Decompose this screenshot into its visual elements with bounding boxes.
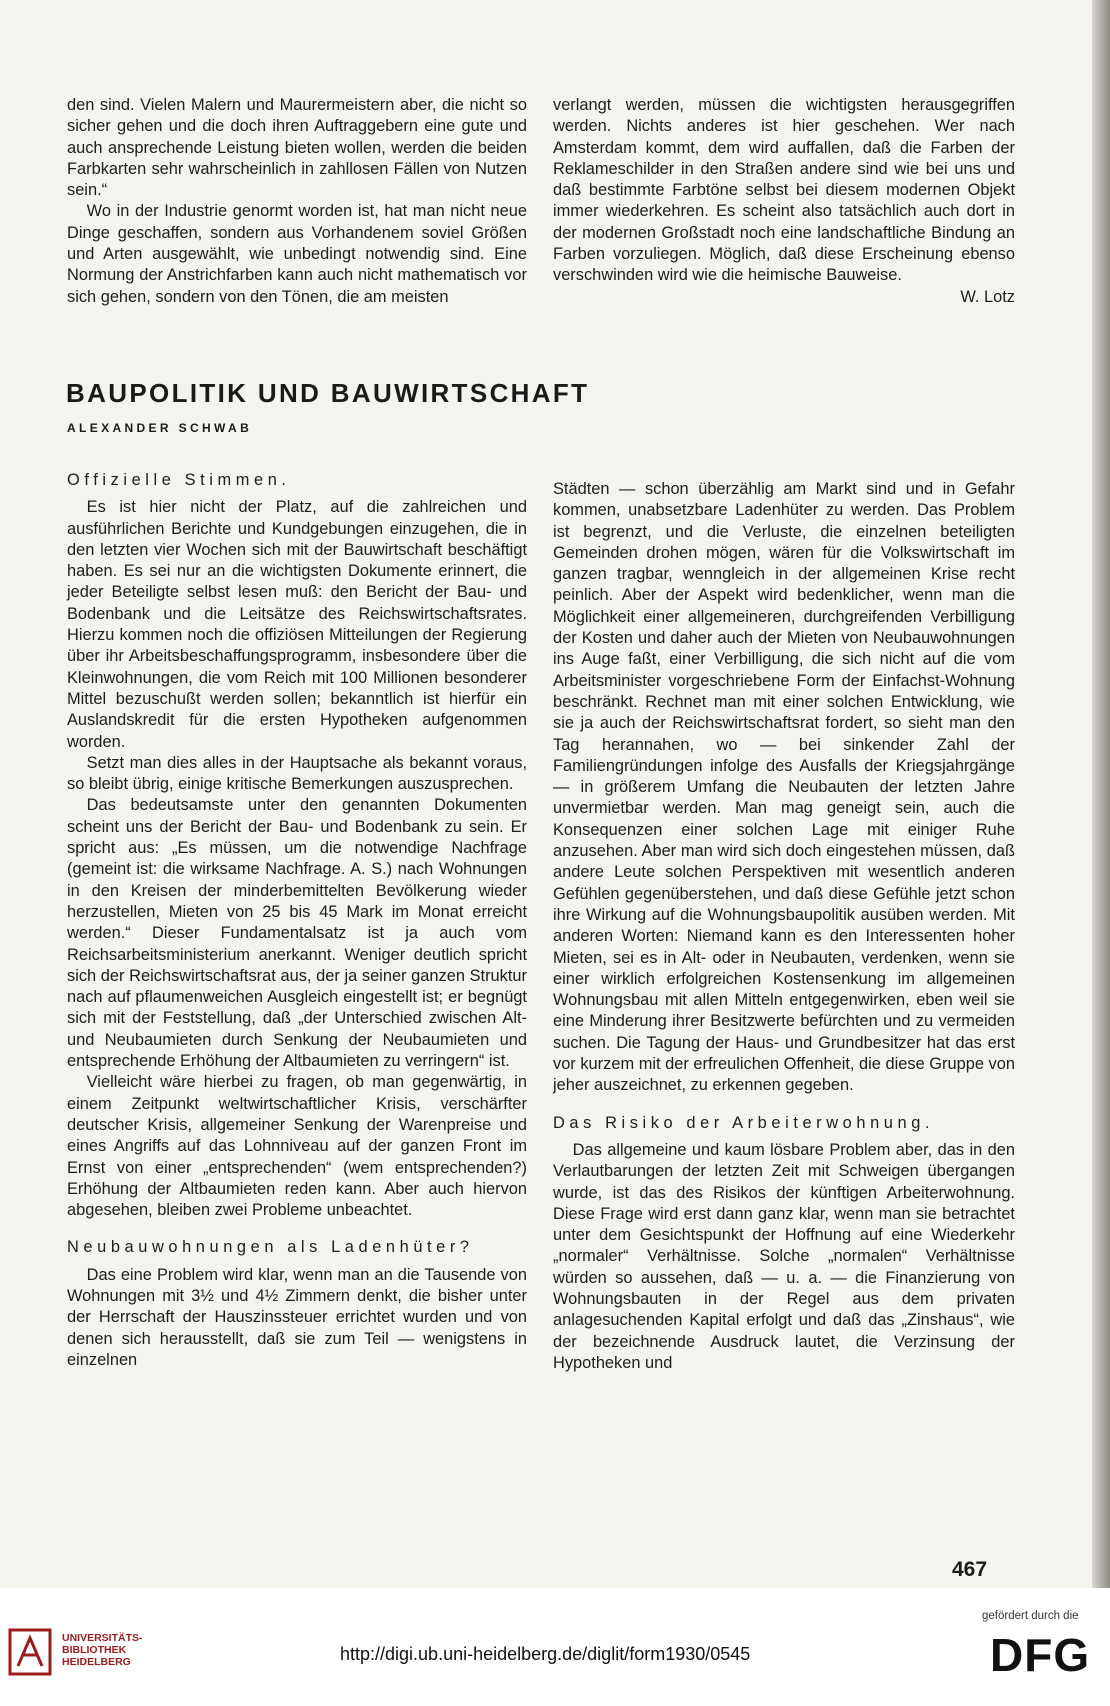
university-library-logo-icon [8,1628,52,1676]
paragraph: verlangt werden, müssen die wichtigsten herausgegriffen werden. Nichts anderes ist hier geschehen. Wer nach Amsterdam kommt, dem wird auffallen, daß die Farben der Reklameschilder in den Straßen andere sind wie bei uns und daß bestimmte Farbtöne selbst bei diesem modernen Objekt immer wiederkehren. Es scheint also tatsächlich auch dort in der modernen Großstadt noch eine landschaftliche Bindung an Farben vorzuliegen. Möglich, daß diese Erscheinung ebenso verschwinden wird wie die heimische Bauweise. [553,96,1015,285]
permalink-url[interactable]: http://digi.ub.uni-heidelberg.de/diglit/form1930/0545 [340,1644,751,1664]
paragraph: Es ist hier nicht der Platz, auf die zahlreichen und ausführlichen Berichte und Kundgebungen einzugehen, die in den letzten vier Wochen sich mit der Bauwirtschaft beschäftigt haben. Es sei nur an die wichtigsten Dokumente erinnert, die jeder Beteiligte selbst lesen muß: den Bericht der Bau- und Bodenbank und die Leitsätze des Reichswirtschaftsrates. Hierzu kommen noch die offiziösen Mitteilungen der Regierung über ihr Arbeitsbeschaffungsprogramm, insbesondere über die Kleinwohnungen, die vom Reich mit 100 Millionen besonderer Mittel bezuschußt werden sollen; bekanntlich ist hierfür ein Auslandskredit für die ersten Hypotheken aufgenommen worden. [67,498,527,751]
library-name: UNIVERSITÄTS- BIBLIOTHEK HEIDELBERG [62,1632,143,1668]
previous-article-left-column [67,95,527,308]
paragraph: Setzt man dies alles in der Hauptsache als bekannt voraus, so bleibt übrig, einige kritische Bemerkungen auszusprechen. [67,753,527,794]
page-number: 467 [952,1558,988,1581]
signature-line [553,287,1015,308]
section-heading: Neubauwohnungen als Ladenhüter? [67,1238,474,1257]
paragraph: den sind. Vielen Malern und Maurermeistern aber, die nicht so sicher gehen und die doch ihren Auftraggebern eine gute und auch ansprechende Leistung bieten wollen, werden die beiden Farbkarten sehr wahrscheinlich in zahllosen Fällen von Nutzen sein.“ [67,96,527,200]
paragraph: Vielleicht wäre hierbei zu fragen, ob man gegenwärtig, in einem Zeitpunkt weltwirtschaftlicher Krisis, verschärfter deutscher Krisis, allgemeiner Senkung der Warenpreise und eines Angriffs auf das Lohnniveau auf der ganzen Front im Ernst von einer „entsprechenden“ (wem entsprechenden?) Erhöhung der Altbaumieten reden kann. Aber auch hiervon abgesehen, bleiben zwei Probleme unbeachtet. [67,1073,527,1220]
section-heading: Offizielle Stimmen. [67,471,291,489]
sponsor-label: gefördert durch die [982,1610,1079,1622]
paragraph: Städten — schon überzählig am Markt sind und in Gefahr kommen, unabsetzbare Ladenhüter zu werden. Das Problem ist begrenzt, und die Verluste, die einzelnen beteiligten Gemeinden drohen mögen, wären für die Volkswirtschaft im ganzen tragbar, wenngleich in der allgemeinen Krise recht peinlich. Aber der Aspekt wird bedenklicher, wenn man die Möglichkeit einer allgemeineren, durchgreifenden Verbilligung der Kosten und daher auch der Mieten von Neubauwohnungen ins Auge faßt, einer Verbilligung, die sich nicht auf die vom Arbeitsminister vorgeschriebene Form der Einfachst-Wohnung beschränkt. Rechnet man mit einer solchen Entwicklung, wie sie ja auch der Reichswirtschaftsrat fordert, so sieht man den Tag herannahen, wo — bei sinkender Zahl der Familiengründungen infolge des Ausfalls der Kriegsjahrgänge — in größerem Umfang die Neubauten der letzten Jahre unvermietbar werden. Man mag geneigt sein, auch die Konsequenzen einer solchen Lage mit einiger Ruhe anzusehen. Aber man wird sich doch eingestehen müssen, daß andere Leute solchen Perspektiven mit wesentlich anderen Gefühlen gegenüberstehen, und daß diese Gefühle jetzt schon ihre Wirkung auf die Wohnungsbaupolitik ausüben werden. Mit anderen Worten: Niemand kann es den Interessenten hoher Mieten, sei es in Alt- oder in Neubauten, verdenken, wenn sie einer wirklich erfolgreichen Kostensenkung im allgemeinen Wohnungsbau mit allen Mitteln entgegenwirken, eben weil sie eine Minderung ihrer Besitzwerte befürchten und zu vermeiden suchen. Die Tagung der Haus- und Grundbesitzer hat das erst vor kurzem mit der erfreulichen Offenheit, die diese Gruppe von jeher auszeichnet, zu erkennen gegeben. [553,480,1015,1095]
previous-article-right-column [553,95,1015,308]
section-heading: Das Risiko der Arbeiterwohnung. [553,1113,935,1132]
paragraph: Das eine Problem wird klar, wenn man an die Tausende von Wohnungen mit 3½ und 4½ Zimmern denkt, die bisher unter der Herrschaft der Hauszinssteuer errichtet wurden und von denen sich herausstellt, daß sie zum Teil — wenigstens in einzelnen [67,1265,527,1369]
article-title: BAUPOLITIK UND BAUWIRTSCHAFT [66,378,590,408]
article-right-column [553,479,1015,1374]
article-left-column [67,470,527,1371]
paragraph: Das allgemeine und kaum lösbare Problem aber, das in den Verlautbarungen der letzten Zeit mit Schweigen übergangen wurde, ist das des Risikos der künftigen Arbeiterwohnung. Diese Frage wird erst dann ganz klar, wenn man sie betrachtet unter dem Gesichtspunkt der Hoffnung auf eine Wiederkehr „normaler“ Verhältnisse. Solche „normalen“ Verhältnisse würden so aussehen, daß — u. a. — die Finanzierung von Wohnungsbauten in der Regel aus dem privaten anlagesuchenden Kapital erfolgt und daß das „Zinshaus“, wie der bezeichnende Ausdruck lautet, die Verzinsung der Hypotheken und [553,1140,1015,1372]
paragraph: Wo in der Industrie genormt worden ist, hat man nicht neue Dinge geschaffen, sondern aus Vorhandenem soviel Größen und Arten ausgewählt, wie unbedingt notwendig sind. Eine Normung der Anstrichfarben kann auch nicht mathematisch vor sich gehen, sondern von den Tönen, die am meisten [67,202,527,306]
dfg-logo: DFG [990,1629,1091,1681]
digitization-footer [0,1588,1110,1706]
article-author: ALEXANDER SCHWAB [67,421,253,435]
paragraph: Das bedeutsamste unter den genannten Dokumenten scheint uns der Bericht der Bau- und Bodenbank zu sein. Er spricht aus: „Es müssen, um die notwendige Nachfrage (gemeint ist: die wirksame Nachfrage. A. S.) nach Wohnungen in den Kreisen der minderbemittelten Bevölkerung wieder herzustellen, Mieten von 25 bis 45 Mark im Monat erreicht werden.“ Dieser Fundamentalsatz ist ja auch vom Reichsarbeitsministerium anerkannt. Weniger deutlich spricht sich der Reichswirtschaftsrat aus, der ja seiner ganzen Struktur nach auf pflaumenweichen Ausgleich eingestellt ist; er begnügt sich mit der Feststellung, daß „der Unterschied zwischen Alt- und Neubaumieten durch Senkung der Neubaumieten und entsprechende Erhöhung der Altbaumieten zu verringern“ ist. [67,796,527,1071]
author-signature: W. Lotz [960,287,1015,306]
